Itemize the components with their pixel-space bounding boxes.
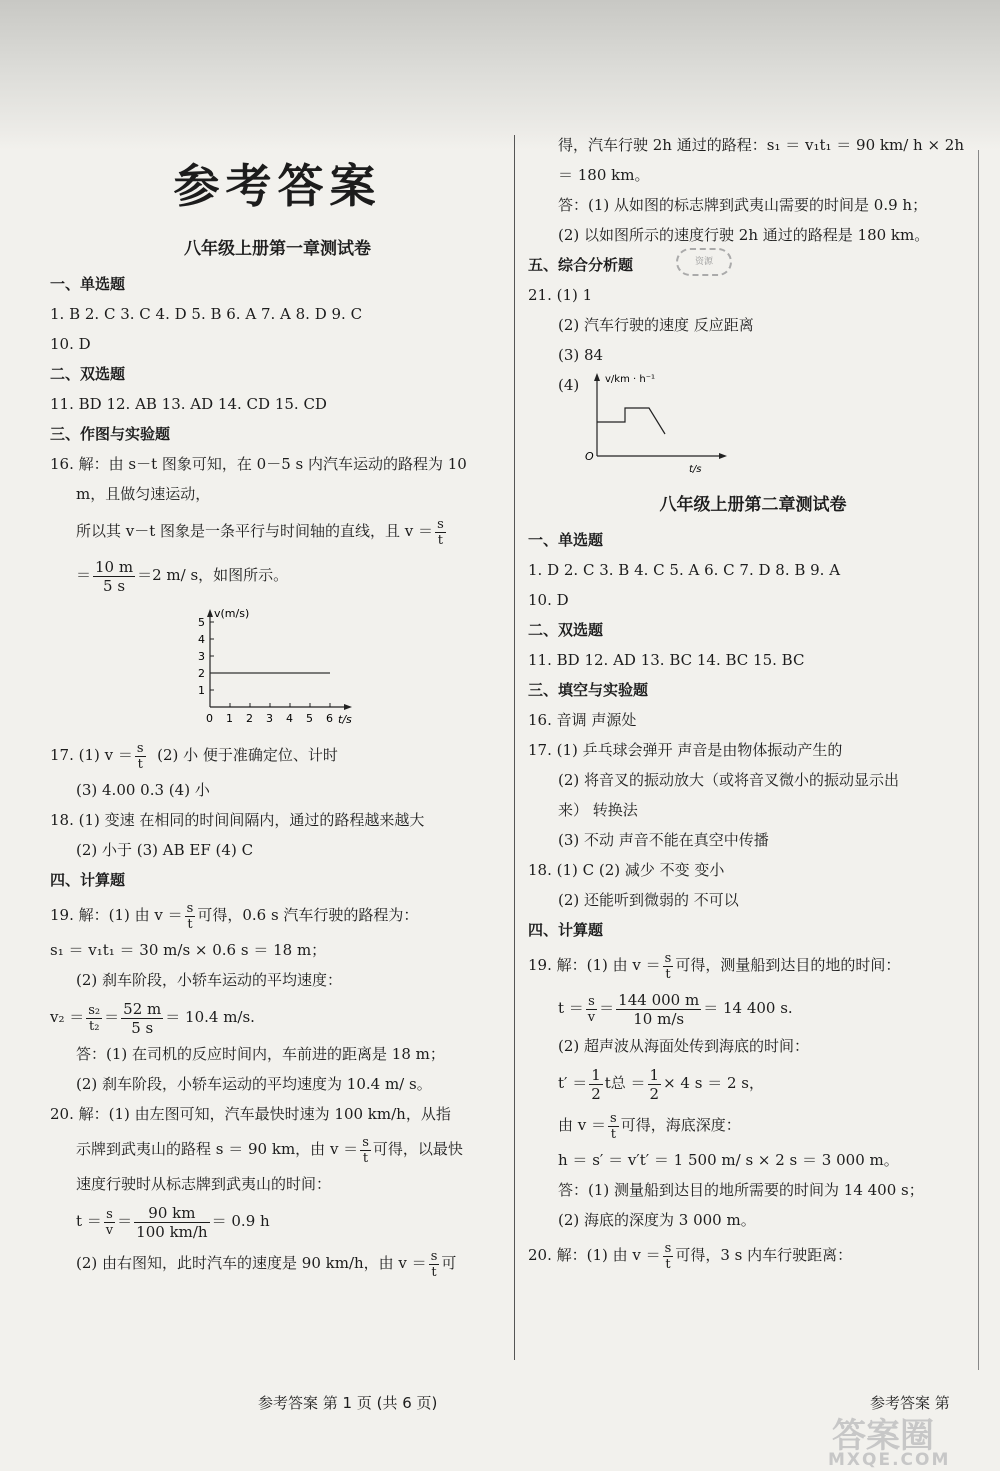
c2-q19-e-post: 可得，海底深度： [620,1116,741,1134]
y-tick-label: 1 [198,684,205,697]
frac-num: s [430,1248,438,1264]
fraction-s-over-t [435,517,446,548]
origin-label: O [585,450,594,463]
q20-line-d: t ＝ $\frac{s}{v}$ ＝ $\frac{90 km}{100 km/h}$ ＝ 0.9 h [76,1203,270,1241]
x-tick-label: 1 [226,712,233,725]
x-tick-label: 6 [326,712,333,725]
c2-q18-b: (2) 还能听到微弱的 不可以 [558,891,739,909]
q16-line-b: m，且做匀速运动， [76,485,211,503]
column-divider [514,135,515,1360]
scan-shadow [0,0,1000,150]
c2-q19-a-pre: 19. 解：(1) 由 v ＝ [528,956,661,974]
q21-4: (4) [558,376,580,394]
frac-den: t₂ [88,1018,100,1034]
frac-den: t [362,1150,369,1166]
q20-line-b [50,1129,505,1169]
mc2-answers-2: 10. D [528,591,569,609]
q19-answer-2: (2) 刹车阶段，小轿车运动的平均速度为 10.4 m/ s。 [76,1075,432,1093]
frac-num: s [437,516,444,532]
heading-calculation: 四、计算题 [50,871,126,889]
mc-answers-1: 1. B 2. C 3. C 4. D 5. B 6. A 7. A 8. D 9. C [50,305,363,323]
x-arrow [719,453,727,459]
fraction-144000m-10ms [616,991,701,1028]
c2-q19-d [528,1061,978,1105]
x-arrow [344,704,352,710]
x-axis-label: t/s [338,713,352,725]
y-tick-label: 5 [198,616,205,629]
y-tick-label: 4 [198,633,205,646]
chapter2-title: 八年级上册第二章测试卷 [659,495,847,515]
y-axis-label: v/km · h⁻¹ [605,374,655,385]
frac-num: s [362,1134,369,1150]
q19-pre: 19. 解：(1) 由 v ＝ [50,906,183,924]
frac-num: s [104,1207,115,1223]
c2-q20-post: 可得，3 s 内车行驶距离： [675,1246,853,1264]
cont-answer-2: (2) 以如图所示的速度行驶 2h 通过的路程是 180 km。 [558,226,930,244]
q19-post: 可得，0.6 s 汽车行驶的路程为： [197,906,419,924]
c2-q17-c: 来） 转换法 [558,801,638,819]
x-tick-label: 2 [246,712,253,725]
frac-num: s [186,900,194,916]
fraction-s-over-v [586,994,597,1025]
cont-line-a: 得，汽车行驶 2h 通过的路程：s₁ ＝ v₁t₁ ＝ 90 km/ h × 2h [558,136,965,154]
q20-e-post: 可 [441,1254,457,1272]
dual-answers: 11. BD 12. AB 13. AD 14. CD 15. CD [50,395,327,413]
c2-q19-answer-2: (2) 海底的深度为 3 000 m。 [558,1211,756,1229]
c2-q18-a: 18. (1) C (2) 减少 不变 变小 [528,861,725,879]
q16-line-a: 16. 解：由 s－t 图象可知，在 0－5 s 内汽车运动的路程为 10 [50,455,467,473]
x-tick-label: 3 [266,712,273,725]
heading-analysis: 五、综合分析题 [528,256,634,274]
heading-dual-choice: 二、双选题 [50,365,126,383]
x-tick-label: 4 [286,712,293,725]
footer-page-left: 参考答案 第 1 页 (共 6 页) [258,1394,438,1412]
fraction-52m-5s [121,1000,163,1037]
y-axis-label: v(m/s) [214,607,250,620]
q21-4-row [528,370,978,474]
frac-den: t [665,1256,671,1272]
frac-num: s [610,1110,617,1126]
cont-answer-1: 答：(1) 从如图的标志牌到武夷山需要的时间是 0.9 h； [558,196,928,214]
heading-calculation-2: 四、计算题 [528,921,604,939]
vt-graph [180,605,380,725]
q21-2: (2) 汽车行驶的速度 反应距离 [558,316,754,334]
y-tick-label: 2 [198,667,205,680]
frac-den: t [187,916,193,932]
frac-den: v [587,1009,596,1025]
c2-q19-b-pre: t ＝ [558,999,584,1017]
faint-stamp: 资源 [676,248,732,276]
q20-d-pre: t ＝ [76,1212,102,1230]
mc2-answers-1: 1. D 2. C 3. B 4. C 5. A 6. C 7. D 8. B 9. A [528,561,841,579]
c2-q17-a: 17. (1) 乒乓球会弹开 声音是由物体振动产生的 [528,741,843,759]
q20-e-pre: (2) 由右图知，此时汽车的速度是 90 km/h，由 v ＝ [76,1254,427,1272]
q16-eq-rest: ＝2 m/ s，如图所示。 [137,566,289,584]
q17-line-b: (3) 4.00 0.3 (4) 小 [76,781,210,799]
c2-q16: 16. 音调 声源处 [528,711,637,729]
frac-num: s [136,740,144,756]
c2-q19-e-pre: 由 v ＝ [558,1116,607,1134]
fraction-10m-5s [93,558,135,595]
fraction-one-half [648,1066,662,1103]
frac-den: 5 s [131,1018,154,1037]
frac-num: 90 km [134,1204,209,1223]
fraction-s-over-t [185,901,196,932]
frac-den: 2 [649,1084,660,1103]
fraction-s-over-t [663,1241,674,1272]
frac-den: t [437,532,444,548]
frac-den: 2 [591,1084,601,1103]
frac-den: t [610,1126,616,1142]
c2-q17-b: (2) 将音叉的振动放大（或将音叉微小的振动显示出 [558,771,900,789]
frac-den: t [665,966,671,982]
dual2-answers: 11. BD 12. AD 13. BC 14. BC 15. BC [528,651,805,669]
fraction-90km-100kmh [134,1204,209,1241]
c2-q19-answer-1: 答：(1) 测量船到达目的地所需要的时间为 14 400 s； [558,1181,924,1199]
q20-line-e [50,1243,505,1283]
frac-num: 1 [591,1065,601,1084]
frac-num: 52 m [123,999,162,1018]
q20-line-a: 20. 解：(1) 由左图可知，汽车最快时速为 100 km/h，从指 [50,1105,451,1123]
heading-single-choice: 一、单选题 [50,275,126,293]
chapter1-title: 八年级上册第一章测试卷 [184,239,371,259]
mc-answers-2: 10. D [50,335,91,353]
cont-line-b: ＝ 180 km。 [558,166,650,184]
c2-q19-d-pre: t′ ＝ [558,1074,588,1092]
q16-line-d: ＝ $\frac{10 m}{5 s}$ ＝2 m/ s，如图所示。 [76,557,289,595]
frac-num: s [586,994,597,1010]
c2-q19-a [528,945,978,985]
page-title: 参考答案 [173,159,382,213]
fraction-one-half [589,1066,603,1103]
q19-d-post: ＝ 10.4 m/s. [165,1008,255,1026]
frac-den: 100 km/h [136,1222,208,1241]
c2-q19-e [528,1105,978,1145]
frac-num: s [664,1240,672,1256]
c2-q19-d-post: × 4 s ＝ 2 s， [663,1074,764,1092]
fraction-s-over-t [663,951,674,982]
footer-page-right: 参考答案 第 [870,1394,950,1412]
q20-b-pre: 示牌到武夷山的路程 s ＝ 90 km，由 v ＝ [76,1140,359,1158]
frac-den: 5 s [103,576,126,595]
q17-line-a [50,735,505,775]
watermark-url: MXQE.COM [828,1450,951,1470]
y-tick-label: 3 [198,650,205,663]
right-column [528,130,978,1275]
q20-line-c: 速度行驶时从标志牌到武夷山的时间： [76,1175,332,1193]
page-edge-line [978,150,979,1370]
q17-post: (2) 小 便于准确定位、计时 [157,746,338,764]
fraction-s-over-t [135,741,146,772]
watermark-logo: 答案圈 [832,1416,934,1456]
q19-line-b: s₁ ＝ v₁t₁ ＝ 30 m/s × 0.6 s ＝ 18 m； [50,941,327,959]
c2-q17-d: (3) 不动 声音不能在真空中传播 [558,831,769,849]
c2-q20-pre: 20. 解：(1) 由 v ＝ [528,1246,661,1264]
frac-num: 1 [649,1065,660,1084]
fraction-s-over-t [608,1111,619,1142]
q16-text-c: 所以其 v－t 图象是一条平行与时间轴的直线，且 v ＝ [76,522,434,540]
frac-den: t [431,1264,437,1280]
fraction-s-over-t [429,1249,440,1280]
c2-q19-f: h ＝ s′ ＝ v′t′ ＝ 1 500 m/ s × 2 s ＝ 3 000 m。 [558,1151,899,1169]
c2-q19-b: t ＝ $\frac{s}{v}$ ＝ $\frac{144 000 m}{10 m/s}$ ＝ 14 400 s. [558,990,793,1028]
q16-line-c [50,509,505,553]
fraction-s-over-t [360,1135,371,1166]
frac-den: t [137,756,143,772]
q17-pre: 17. (1) v ＝ [50,746,133,764]
x-tick-label: 0 [206,712,213,725]
y-arrow [594,373,600,381]
fraction-s-over-v [104,1207,115,1238]
q18-line-a: 18. (1) 变速 在相同的时间间隔内，通过的路程越来越大 [50,811,425,829]
x-tick-label: 5 [306,712,313,725]
c2-q19-a-post: 可得，测量船到达目的地的时间： [675,956,901,974]
frac-den: 10 m/s [633,1009,685,1028]
c2-q20 [528,1235,978,1275]
q19-line-d: v₂ ＝ $\frac{\text{s₂}}{\text{t₂}}$ ＝ $\frac{52 m}{5 s}$ ＝ 10.4 m/s. [50,999,255,1037]
heading-dual-choice-2: 二、双选题 [528,621,604,639]
q19-line-a [50,895,505,935]
q19-answer-1: 答：(1) 在司机的反应时间内，车前进的距离是 18 m； [76,1045,445,1063]
heading-drawing-experiment: 三、作图与实验题 [50,425,171,443]
frac-num: 10 m [95,557,134,576]
frac-num: s [664,950,672,966]
frac-num: s₂ [88,1002,101,1018]
q19-line-c: (2) 刹车阶段，小轿车运动的平均速度： [76,971,343,989]
q21-1: 21. (1) 1 [528,286,593,304]
heading-single-choice-2: 一、单选题 [528,531,604,549]
q20-b-post: 可得，以最快 [372,1140,463,1158]
heading-fill-experiment: 三、填空与实验题 [528,681,649,699]
c2-q19-d-mid: t总 ＝ [604,1074,646,1092]
x-axis-label: t/s [689,464,702,474]
c2-q19-c: (2) 超声波从海面处传到海底的时间： [558,1037,810,1055]
y-arrow [207,609,213,617]
q19-d-pre: v₂ ＝ [50,1008,85,1026]
vt-graph-2 [583,370,743,474]
q21-3: (3) 84 [558,346,604,364]
q18-line-b: (2) 小于 (3) AB EF (4) C [76,841,254,859]
frac-num: 144 000 m [618,990,700,1009]
left-column [50,140,505,1283]
fraction-s2-t2 [86,1003,102,1034]
velocity-curve [597,408,665,434]
q20-d-post: ＝ 0.9 h [211,1212,270,1230]
frac-den: v [105,1222,114,1238]
c2-q19-b-post: ＝ 14 400 s. [703,999,793,1017]
